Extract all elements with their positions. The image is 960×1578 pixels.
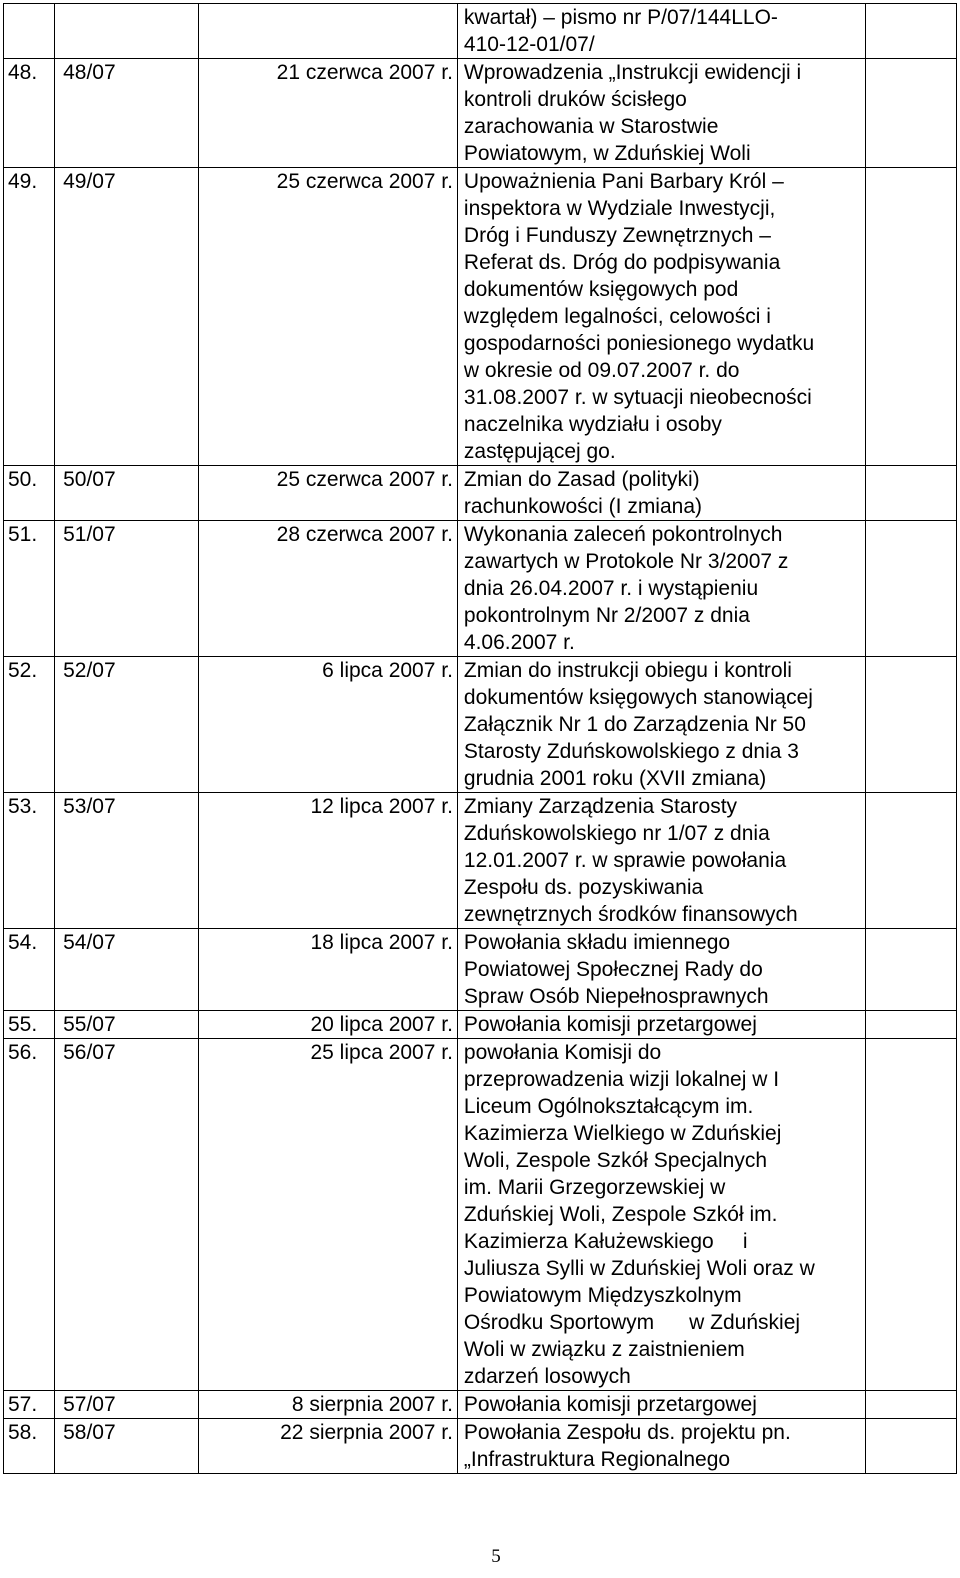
empty-cell <box>865 1011 956 1039</box>
table-row <box>4 1011 957 1039</box>
ordinance-date <box>199 4 458 59</box>
empty-cell <box>865 4 956 59</box>
table-row <box>4 1391 957 1419</box>
ordinance-ref: 54/07 <box>55 929 199 1011</box>
table-row <box>4 4 957 59</box>
row-number: 52. <box>4 657 55 793</box>
table-row <box>4 793 957 929</box>
row-number: 49. <box>4 168 55 466</box>
row-number: 55. <box>4 1011 55 1039</box>
table-row <box>4 657 957 793</box>
page-number: 5 <box>491 1546 501 1567</box>
ordinance-subject: Zmian do Zasad (polityki) rachunkowości (I zmiana) <box>457 466 865 521</box>
table-row <box>4 929 957 1011</box>
table-row <box>4 466 957 521</box>
empty-cell <box>865 793 956 929</box>
ordinance-subject: Wykonania zaleceń pokontrolnych zawartych w Protokole Nr 3/2007 z dnia 26.04.2007 r. i wystąpieniu pokontrolnym Nr 2/2007 z dnia 4.06.2007 r. <box>457 521 865 657</box>
ordinance-register-table <box>3 3 957 1474</box>
ordinance-subject: Wprowadzenia „Instrukcji ewidencji i kontroli druków ścisłego zarachowania w Starostwie Powiatowym, w Zduńskiej Woli <box>457 59 865 168</box>
row-number <box>4 4 55 59</box>
ordinance-subject: kwartał) – pismo nr P/07/144LLO- 410-12-01/07/ <box>457 4 865 59</box>
empty-cell <box>865 466 956 521</box>
ordinance-ref: 58/07 <box>55 1419 199 1474</box>
ordinance-subject: Powołania komisji przetargowej <box>457 1011 865 1039</box>
row-number: 57. <box>4 1391 55 1419</box>
ordinance-subject: Zmiany Zarządzenia Starosty Zduńskowolskiego nr 1/07 z dnia 12.01.2007 r. w sprawie powołania Zespołu ds. pozyskiwania zewnętrznych środków finansowych <box>457 793 865 929</box>
empty-cell <box>865 657 956 793</box>
row-number: 54. <box>4 929 55 1011</box>
empty-cell <box>865 1391 956 1419</box>
ordinance-date: 25 czerwca 2007 r. <box>199 466 458 521</box>
ordinance-subject: Upoważnienia Pani Barbary Król – inspektora w Wydziale Inwestycji, Dróg i Funduszy Zewnętrznych – Referat ds. Dróg do podpisywania dokumentów księgowych pod względem legalności, celowości i gospodarności poniesionego wydatku w okresie od 09.07.2007 r. do 31.08.2007 r. w sytuacji nieobecności naczelnika wydziału i osoby zastępującej go. <box>457 168 865 466</box>
ordinance-ref: 57/07 <box>55 1391 199 1419</box>
ordinance-ref: 50/07 <box>55 466 199 521</box>
ordinance-subject: powołania Komisji do przeprowadzenia wizji lokalnej w I Liceum Ogólnokształcącym im. Kazimierza Wielkiego w Zduńskiej Woli, Zespole Szkół Specjalnych im. Marii Grzegorzewskiej w Zduńskiej Woli, Zespole Szkół im. Kazimierza Kałużewskiego i Juliusza Sylli w Zduńskiej Woli oraz w Powiatowym Międzyszkolnym Ośrodku Sportowym w Zduńskiej Woli w związku z zaistnieniem zdarzeń losowych <box>457 1039 865 1391</box>
row-number: 56. <box>4 1039 55 1391</box>
ordinance-subject: Powołania Zespołu ds. projektu pn. „Infrastruktura Regionalnego <box>457 1419 865 1474</box>
ordinance-subject: Powołania komisji przetargowej <box>457 1391 865 1419</box>
empty-cell <box>865 59 956 168</box>
empty-cell <box>865 168 956 466</box>
ordinance-date: 28 czerwca 2007 r. <box>199 521 458 657</box>
row-number: 53. <box>4 793 55 929</box>
ordinance-date: 21 czerwca 2007 r. <box>199 59 458 168</box>
ordinance-date: 18 lipca 2007 r. <box>199 929 458 1011</box>
ordinance-date: 8 sierpnia 2007 r. <box>199 1391 458 1419</box>
ordinance-ref: 53/07 <box>55 793 199 929</box>
row-number: 50. <box>4 466 55 521</box>
table-row <box>4 1419 957 1474</box>
ordinance-date: 6 lipca 2007 r. <box>199 657 458 793</box>
table-row <box>4 1039 957 1391</box>
ordinance-ref <box>55 4 199 59</box>
ordinance-ref: 52/07 <box>55 657 199 793</box>
ordinance-date: 12 lipca 2007 r. <box>199 793 458 929</box>
ordinance-date: 20 lipca 2007 r. <box>199 1011 458 1039</box>
empty-cell <box>865 1039 956 1391</box>
row-number: 51. <box>4 521 55 657</box>
ordinance-subject: Powołania składu imiennego Powiatowej Społecznej Rady do Spraw Osób Niepełnosprawnych <box>457 929 865 1011</box>
ordinance-date: 22 sierpnia 2007 r. <box>199 1419 458 1474</box>
row-number: 48. <box>4 59 55 168</box>
ordinance-subject: Zmian do instrukcji obiegu i kontroli dokumentów księgowych stanowiącej Załącznik Nr 1 do Zarządzenia Nr 50 Starosty Zduńskowolskiego z dnia 3 grudnia 2001 roku (XVII zmiana) <box>457 657 865 793</box>
ordinance-date: 25 lipca 2007 r. <box>199 1039 458 1391</box>
ordinance-ref: 48/07 <box>55 59 199 168</box>
table-row <box>4 168 957 466</box>
empty-cell <box>865 1419 956 1474</box>
ordinance-ref: 55/07 <box>55 1011 199 1039</box>
empty-cell <box>865 521 956 657</box>
ordinance-ref: 49/07 <box>55 168 199 466</box>
table-row <box>4 59 957 168</box>
table-row <box>4 521 957 657</box>
empty-cell <box>865 929 956 1011</box>
ordinance-date: 25 czerwca 2007 r. <box>199 168 458 466</box>
ordinance-ref: 51/07 <box>55 521 199 657</box>
row-number: 58. <box>4 1419 55 1474</box>
ordinance-ref: 56/07 <box>55 1039 199 1391</box>
